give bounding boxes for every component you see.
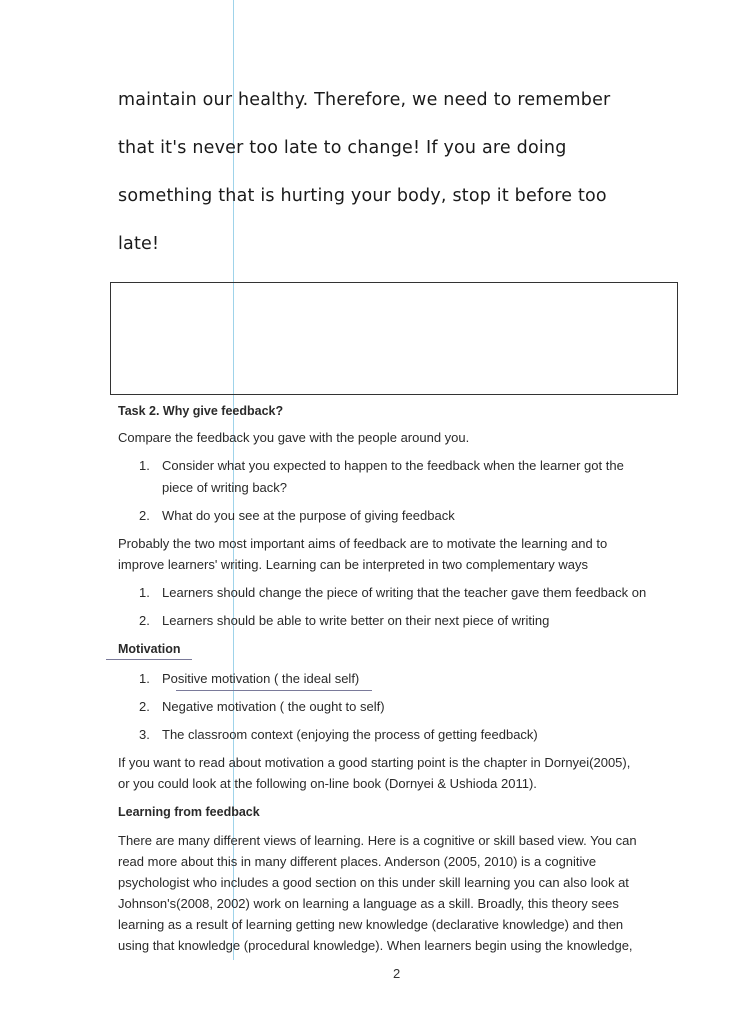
list-item: Learners should be able to write better on their next piece of writing bbox=[162, 613, 550, 628]
paragraph-line: There are many different views of learning. Here is a cognitive or skill based view. You can bbox=[118, 833, 637, 848]
list-item: Negative motivation ( the ought to self) bbox=[162, 699, 385, 714]
handwritten-underline bbox=[176, 690, 372, 691]
paragraph-line: improve learners' writing. Learning can be interpreted in two complementary ways bbox=[118, 557, 588, 572]
list-item: The classroom context (enjoying the process of getting feedback) bbox=[162, 727, 538, 742]
page-number: 2 bbox=[393, 966, 401, 981]
list-number: 3. bbox=[139, 727, 150, 742]
motivation-heading: Motivation bbox=[118, 642, 181, 656]
task-title: Task 2. Why give feedback? bbox=[118, 404, 284, 418]
list-number: 2. bbox=[139, 508, 150, 523]
list-number: 1. bbox=[139, 458, 150, 473]
paragraph-line: read more about this in many different places. Anderson (2005, 2010) is a cognitive bbox=[118, 854, 597, 869]
handwritten-underline bbox=[106, 659, 192, 660]
learning-heading: Learning from feedback bbox=[118, 805, 260, 819]
paragraph-line: If you want to read about motivation a good starting point is the chapter in Dornyei(2005), bbox=[118, 755, 631, 770]
paragraph-line: Probably the two most important aims of feedback are to motivate the learning and to bbox=[118, 536, 608, 551]
paragraph-line: psychologist who includes a good section on this under skill learning you can also look at bbox=[118, 875, 629, 890]
list-item: Positive motivation ( the ideal self) bbox=[162, 671, 360, 686]
list-item-continuation: piece of writing back? bbox=[162, 480, 288, 495]
list-number: 2. bbox=[139, 613, 150, 628]
list-item: What do you see at the purpose of giving feedback bbox=[162, 508, 455, 523]
paragraph-line: using that knowledge (procedural knowledge). When learners begin using the knowledge, bbox=[118, 938, 633, 953]
paragraph-line: or you could look at the following on-line book (Dornyei & Ushioda 2011). bbox=[118, 776, 537, 791]
handwritten-line: that it's never too late to change! If you are doing bbox=[118, 138, 567, 158]
list-item: Consider what you expected to happen to the feedback when the learner got the bbox=[162, 458, 624, 473]
paragraph-line: Johnson's(2008, 2002) work on learning a language as a skill. Broadly, this theory sees bbox=[118, 896, 619, 911]
list-number: 2. bbox=[139, 699, 150, 714]
compare-line: Compare the feedback you gave with the people around you. bbox=[118, 430, 470, 445]
list-item: Learners should change the piece of writing that the teacher gave them feedback on bbox=[162, 585, 647, 600]
paragraph-line: learning as a result of learning getting new knowledge (declarative knowledge) and then bbox=[118, 917, 624, 932]
handwritten-line: late! bbox=[118, 234, 160, 254]
empty-answer-box bbox=[110, 282, 678, 395]
handwritten-line: something that is hurting your body, stop it before too bbox=[118, 186, 607, 206]
list-number: 1. bbox=[139, 585, 150, 600]
handwritten-line: maintain our healthy. Therefore, we need to remember bbox=[118, 90, 611, 110]
list-number: 1. bbox=[139, 671, 150, 686]
